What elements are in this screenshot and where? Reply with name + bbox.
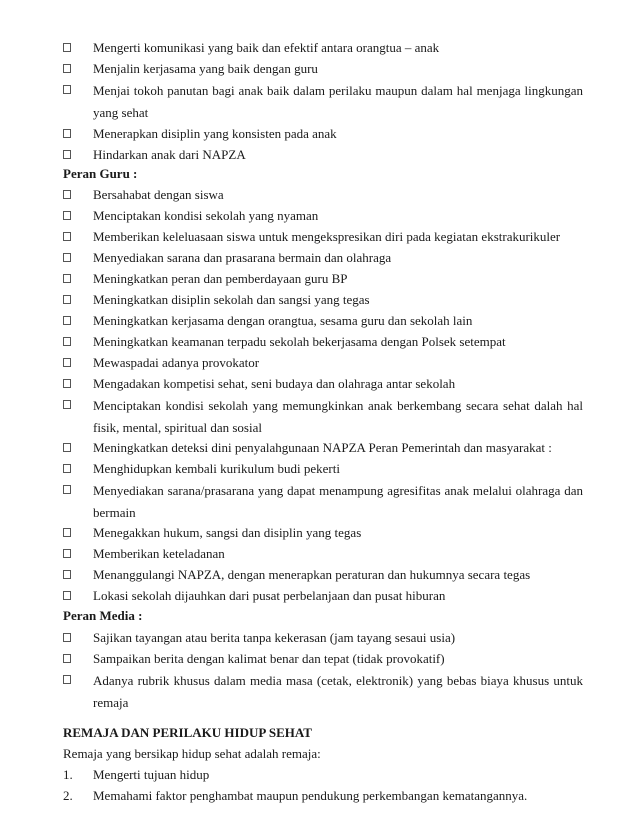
list-item: Meningkatkan kerjasama dengan orangtua, sesama guru dan sekolah lain [63, 311, 583, 331]
list-item: Menjalin kerjasama yang baik dengan guru [63, 59, 583, 79]
checkbox-bullet-icon [63, 337, 71, 346]
checkbox-bullet-icon [63, 570, 71, 579]
checkbox-bullet-icon [63, 211, 71, 220]
list-item: Menyediakan sarana/prasarana yang dapat menampung agresifitas anak melalui olahraga dan bermain [63, 480, 583, 524]
list-item: Meningkatkan peran dan pemberdayaan guru BP [63, 269, 583, 289]
checkbox-bullet-icon [63, 64, 71, 73]
list-item: Menciptakan kondisi sekolah yang memungkinkan anak berkembang secara sehat dalah hal fisik, mental, spiritual dan sosial [63, 395, 583, 439]
numbered-item: 2. Memahami faktor penghambat maupun pendukung perkembangan kematangannya. [63, 786, 583, 806]
checkbox-bullet-icon [63, 591, 71, 600]
checkbox-bullet-icon [63, 549, 71, 558]
list-item: Mengadakan kompetisi sehat, seni budaya dan olahraga antar sekolah [63, 374, 583, 394]
checkbox-bullet-icon [63, 129, 71, 138]
numbered-item: 1. Mengerti tujuan hidup [63, 765, 583, 785]
list-item: Meningkatkan keamanan terpadu sekolah bekerjasama dengan Polsek setempat [63, 332, 583, 352]
list-item: Bersahabat dengan siswa [63, 185, 583, 205]
list-item: Menghidupkan kembali kurikulum budi pekerti [63, 459, 583, 479]
checkbox-bullet-icon [63, 528, 71, 537]
list-item: Mengerti komunikasi yang baik dan efektif antara orangtua – anak [63, 38, 583, 58]
section-intro: Remaja yang bersikap hidup sehat adalah remaja: [63, 746, 321, 761]
checkbox-bullet-icon [63, 190, 71, 199]
list-item: Meningkatkan disiplin sekolah dan sangsi yang tegas [63, 290, 583, 310]
item-number: 2. [63, 788, 73, 803]
list-item: Lokasi sekolah dijauhkan dari pusat perbelanjaan dan pusat hiburan [63, 586, 583, 606]
list-item: Meningkatkan deteksi dini penyalahgunaan NAPZA Peran Pemerintah dan masyarakat : [63, 438, 583, 458]
item-number: 1. [63, 767, 73, 782]
checkbox-bullet-icon [63, 232, 71, 241]
list-item: Memberikan keteladanan [63, 544, 583, 564]
list-item: Menanggulangi NAPZA, dengan menerapkan peraturan dan hukumnya secara tegas [63, 565, 583, 585]
list-item: Menciptakan kondisi sekolah yang nyaman [63, 206, 583, 226]
checkbox-bullet-icon [63, 485, 71, 494]
checkbox-bullet-icon [63, 379, 71, 388]
checkbox-bullet-icon [63, 654, 71, 663]
list-item: Menerapkan disiplin yang konsisten pada anak [63, 124, 583, 144]
checkbox-bullet-icon [63, 85, 71, 94]
list-item: Memberikan keleluasaan siswa untuk mengekspresikan diri pada kegiatan ekstrakurikuler [63, 227, 583, 247]
list-item: Mewaspadai adanya provokator [63, 353, 583, 373]
list-item: Hindarkan anak dari NAPZA [63, 145, 583, 165]
checkbox-bullet-icon [63, 253, 71, 262]
section-heading-peran-guru: Peran Guru : [63, 166, 138, 181]
checkbox-bullet-icon [63, 150, 71, 159]
checkbox-bullet-icon [63, 274, 71, 283]
checkbox-bullet-icon [63, 43, 71, 52]
checkbox-bullet-icon [63, 464, 71, 473]
list-item: Sajikan tayangan atau berita tanpa kekerasan (jam tayang sesaui usia) [63, 628, 583, 648]
checkbox-bullet-icon [63, 295, 71, 304]
list-item: Adanya rubrik khusus dalam media masa (cetak, elektronik) yang bebas biaya khusus untuk remaja [63, 670, 583, 714]
checkbox-bullet-icon [63, 675, 71, 684]
section-heading-remaja: REMAJA DAN PERILAKU HIDUP SEHAT [63, 725, 312, 740]
checkbox-bullet-icon [63, 400, 71, 409]
checkbox-bullet-icon [63, 633, 71, 642]
checkbox-bullet-icon [63, 316, 71, 325]
checkbox-bullet-icon [63, 443, 71, 452]
section-heading-peran-media: Peran Media : [63, 608, 143, 623]
list-item: Sampaikan berita dengan kalimat benar dan tepat (tidak provokatif) [63, 649, 583, 669]
checkbox-bullet-icon [63, 358, 71, 367]
list-item: Menyediakan sarana dan prasarana bermain dan olahraga [63, 248, 583, 268]
list-item: Menegakkan hukum, sangsi dan disiplin yang tegas [63, 523, 583, 543]
list-item: Menjai tokoh panutan bagi anak baik dalam perilaku maupun dalam hal menjaga lingkungan yang sehat [63, 80, 583, 124]
